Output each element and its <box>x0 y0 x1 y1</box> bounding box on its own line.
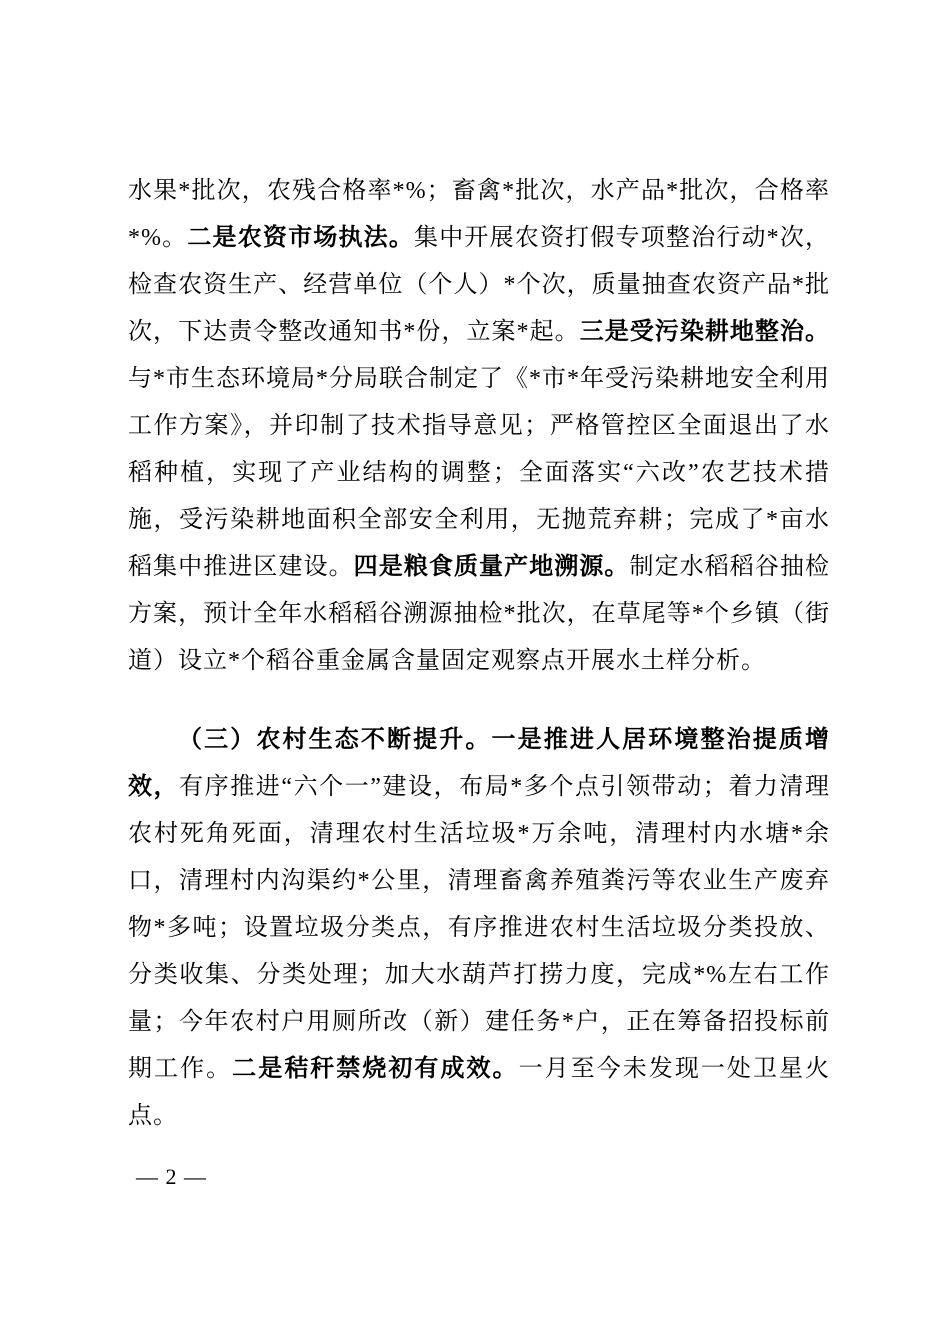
section-heading: （三）农村生态不断提升。 <box>178 727 492 753</box>
body-text-segment: 与*市生态环境局*分局联合制定了《*市*年受污染耕地安全利用工作方案》，并印制了技术指导意见；严格管控区全面退出了水稻种植，实现了产业结构的调整；全面落实“六改”农艺技术措施，受污染耕地面积全部安全利用，无抛荒弃耕；完成了*亩水稻集中推进区建设。 <box>128 366 830 580</box>
lead-in-heading: 二是秸秆禁烧初有成效。 <box>232 1056 519 1082</box>
page-footer <box>136 1164 207 1190</box>
page-number: — 2 — <box>136 1164 207 1189</box>
lead-in-heading: 四是粮食质量产地溯源。 <box>353 554 630 580</box>
body-text-segment: 集中开展农资打假专项整治行动*次，检查农资生产、经营单位（个人）*个次，质量抽查农资产品*批次，下达责令整改通知书*份，立案*起。 <box>128 225 831 345</box>
paragraph-section-three <box>128 717 830 1140</box>
body-text-segment: 一月至今未发现一处卫星火点。 <box>128 1056 831 1129</box>
body-text-segment: 水果*批次，农残合格率*%；畜禽*批次，水产品*批次，合格率*%。 <box>128 178 830 251</box>
lead-in-heading: 三是受污染耕地整治。 <box>579 319 831 345</box>
body-text-segment: 有序推进“六个一”建设，布局*多个点引领带动；着力清理农村死角死面，清理农村生活垃圾*万余吨，清理村内水塘*余口，清理村内沟渠约*公里，清理畜禽养殖粪污等农业生产废弃物*多吨；设置垃圾分类点，有序推进农村生活垃圾分类投放、分类收集、分类处理；加大水葫芦打捞力度，完成*%左右工作量；今年农村户用厕所改（新）建任务*户，正在筹备招投标前期工作。 <box>128 774 830 1082</box>
document-body <box>128 168 830 1140</box>
paragraph-continuation <box>128 168 830 685</box>
body-text-segment: 制定水稻稻谷抽检方案，预计全年水稻稻谷溯源抽检*批次，在草尾等*个乡镇（街道）设立*个稻谷重金属含量固定观察点开展水土样分析。 <box>128 554 831 674</box>
lead-in-heading: 二是农资市场执法。 <box>187 225 415 251</box>
lead-in-heading: 一是推进人居环境整治提质增效， <box>128 727 830 800</box>
